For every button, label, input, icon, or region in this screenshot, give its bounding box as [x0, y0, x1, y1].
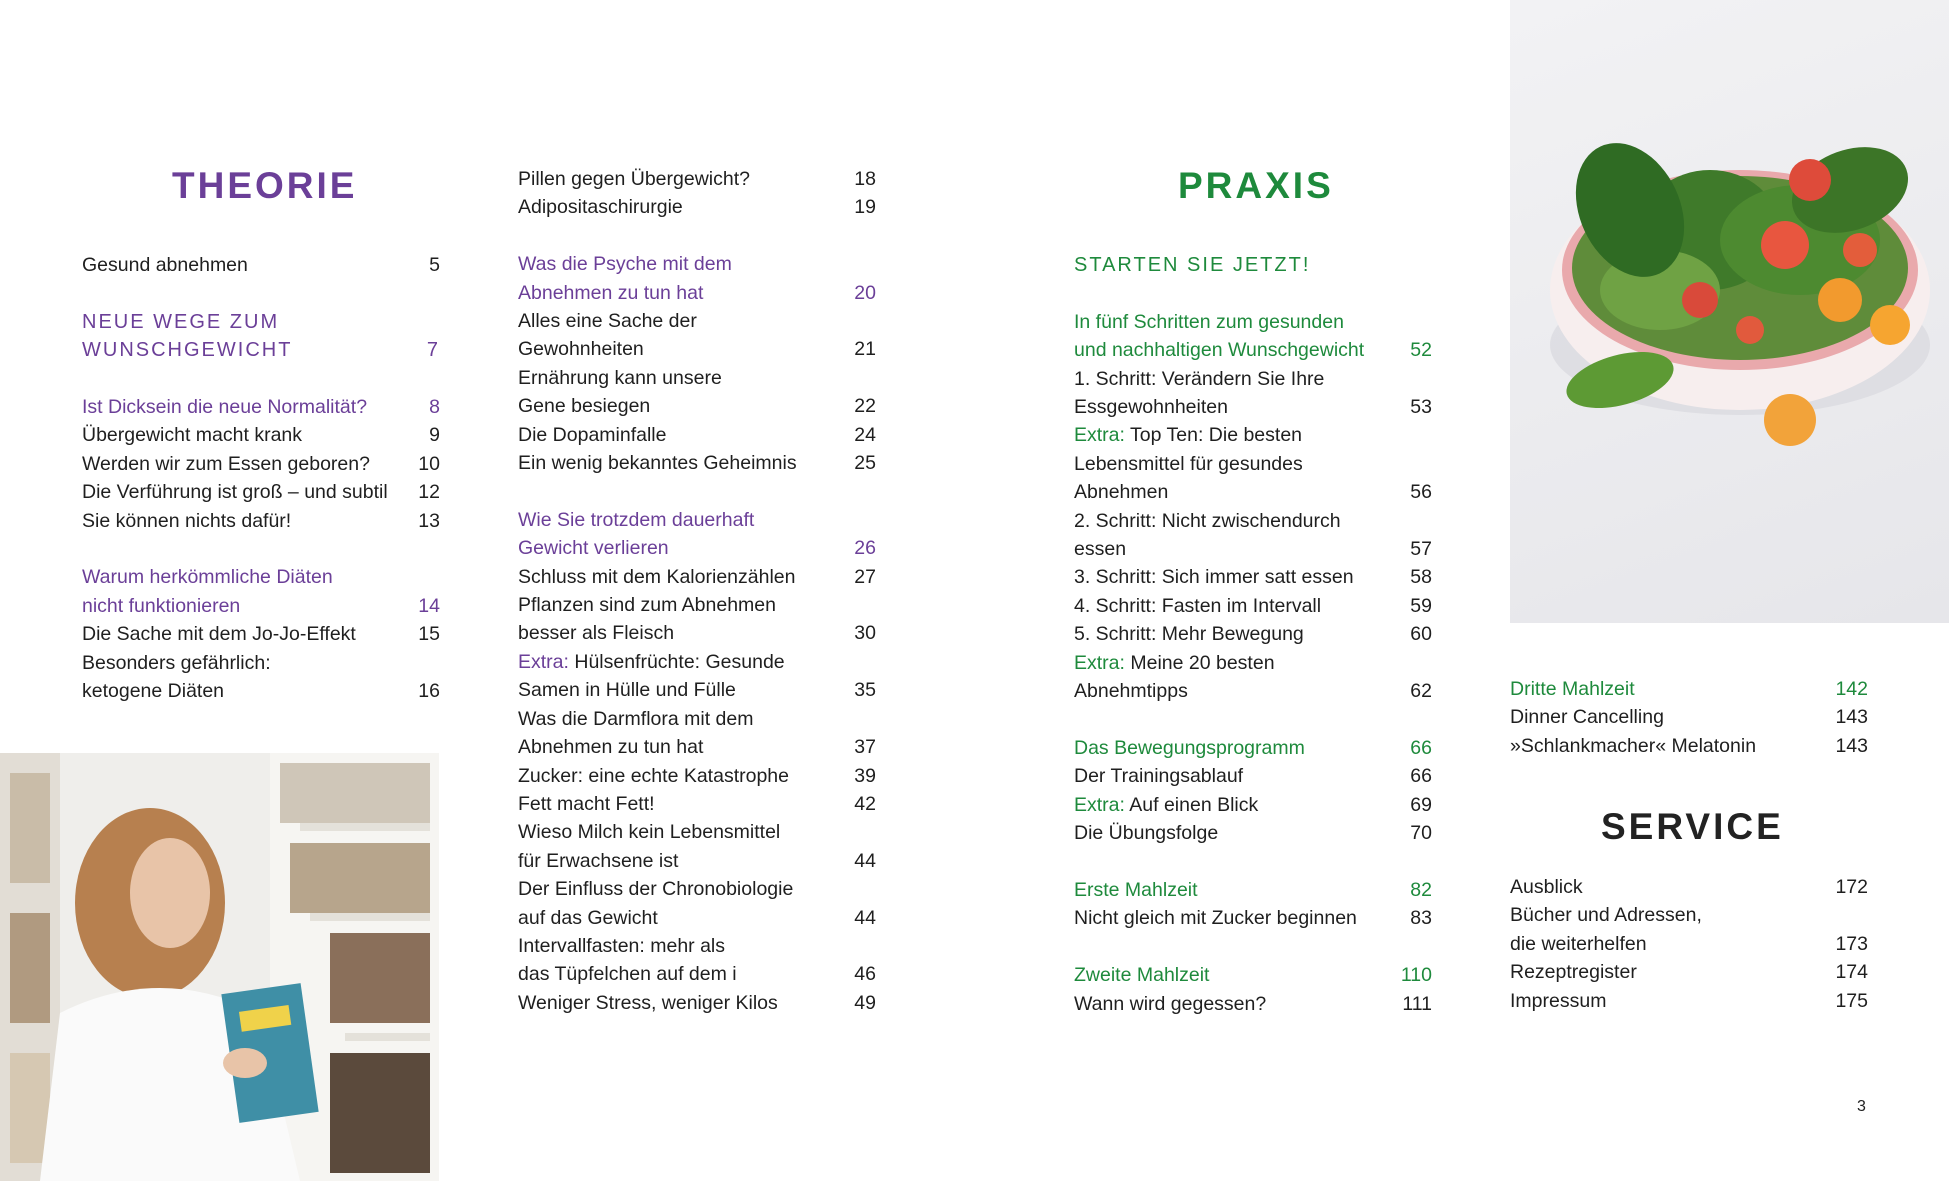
- toc-entry: auf das Gewicht 44: [518, 906, 876, 929]
- toc-entry: Rezeptregister 174: [1510, 961, 1868, 984]
- toc-entry: Essgewohnheiten 53: [1074, 396, 1432, 419]
- toc-column-2: [518, 165, 876, 1017]
- toc-column-4-meals: [1510, 675, 1868, 760]
- toc-entry: Besonders gefährlich:: [82, 651, 271, 674]
- toc-entry: Weniger Stress, weniger Kilos 49: [518, 991, 876, 1014]
- chapter-title: Ist Dicksein die neue Normalität? 8: [82, 396, 440, 418]
- toc-entry: Pflanzen sind zum Abnehmen: [518, 594, 776, 617]
- chapter-title: Warum herkömmliche Diäten: [82, 566, 333, 589]
- toc-entry: Ein wenig bekanntes Geheimnis 25: [518, 452, 876, 475]
- toc-entry: Die Übungsfolge 70: [1074, 822, 1432, 845]
- toc-entry: 3. Schritt: Sich immer satt essen 58: [1074, 566, 1432, 589]
- theorie-heading: THEORIE: [172, 165, 358, 206]
- chapter-title: Zweite Mahlzeit 110: [1074, 964, 1432, 987]
- section-title: STARTEN SIE JETZT!: [1074, 254, 1311, 276]
- toc-entry: Intervallfasten: mehr als: [518, 934, 726, 957]
- toc-entry: 5. Schritt: Mehr Bewegung 60: [1074, 623, 1432, 646]
- toc-entry: Gesund abnehmen 5: [82, 254, 440, 276]
- chapter-title: Dritte Mahlzeit 142: [1510, 678, 1868, 700]
- toc-entry: Ernährung kann unsere: [518, 366, 722, 389]
- toc-entry: Der Trainingsablauf 66: [1074, 765, 1432, 788]
- toc-entry: Werden wir zum Essen geboren? 10: [82, 452, 440, 475]
- toc-entry: Schluss mit dem Kalorienzählen 27: [518, 565, 876, 588]
- toc-entry: das Tüpfelchen auf dem i 46: [518, 963, 876, 986]
- toc-entry: 1. Schritt: Verändern Sie Ihre: [1074, 367, 1325, 390]
- toc-column-3: [1074, 251, 1432, 1018]
- salad-bowl-photo: [1510, 0, 1949, 623]
- toc-entry: Die Sache mit dem Jo-Jo-Effekt 15: [82, 623, 440, 646]
- toc-column-4-service: [1510, 873, 1868, 1015]
- toc-entry: Extra: Top Ten: Die besten: [1074, 424, 1303, 447]
- toc-entry: Dinner Cancelling 143: [1510, 706, 1868, 729]
- toc-column-1: [82, 251, 440, 705]
- toc-entry: Ausblick 172: [1510, 876, 1868, 898]
- toc-entry: 2. Schritt: Nicht zwischendurch: [1074, 509, 1341, 532]
- service-heading: SERVICE: [1601, 806, 1784, 847]
- toc-entry: Wann wird gegessen? 111: [1074, 992, 1432, 1015]
- toc-entry: Samen in Hülle und Fülle 35: [518, 679, 876, 702]
- toc-entry: Übergewicht macht krank 9: [82, 424, 440, 447]
- chapter-title: Abnehmen zu tun hat 20: [518, 281, 876, 304]
- toc-entry: Lebensmittel für gesundes: [1074, 452, 1303, 475]
- toc-entry: für Erwachsene ist 44: [518, 849, 876, 872]
- toc-entry: 4. Schritt: Fasten im Intervall 59: [1074, 594, 1432, 617]
- section-title: WUNSCHGEWICHT 7: [82, 339, 440, 362]
- chapter-title: Wie Sie trotzdem dauerhaft: [518, 508, 755, 531]
- toc-entry: Die Dopaminfalle 24: [518, 423, 876, 446]
- praxis-heading: PRAXIS: [1178, 165, 1334, 206]
- toc-entry: Impressum 175: [1510, 989, 1868, 1012]
- toc-entry: essen 57: [1074, 538, 1432, 561]
- chapter-title: Was die Psyche mit dem: [518, 253, 732, 276]
- toc-entry: Alles eine Sache der: [518, 310, 697, 333]
- salad-illustration: [1510, 0, 1949, 623]
- toc-entry: Extra: Hülsenfrüchte: Gesunde: [518, 650, 785, 673]
- toc-entry: Extra: Meine 20 besten: [1074, 651, 1275, 674]
- chapter-title: Gewicht verlieren 26: [518, 537, 876, 560]
- toc-entry: die weiterhelfen 173: [1510, 932, 1868, 955]
- chapter-title: In fünf Schritten zum gesunden: [1074, 310, 1344, 333]
- toc-entry: Fett macht Fett! 42: [518, 792, 876, 815]
- chapter-title: nicht funktionieren 14: [82, 594, 440, 617]
- toc-entry: Gene besiegen 22: [518, 395, 876, 418]
- chapter-title: Erste Mahlzeit 82: [1074, 878, 1432, 901]
- toc-entry: ketogene Diäten 16: [82, 680, 440, 703]
- toc-entry: Zucker: eine echte Katastrophe 39: [518, 764, 876, 787]
- toc-entry: Bücher und Adressen,: [1510, 904, 1702, 927]
- toc-entry: Die Verführung ist groß – und subtil 12: [82, 481, 440, 504]
- woman-with-book-photo: [0, 753, 439, 1181]
- chapter-title: Das Bewegungsprogramm 66: [1074, 736, 1432, 759]
- toc-entry: Adipositaschirurgie 19: [518, 196, 876, 219]
- toc-entry: Abnehmen 56: [1074, 481, 1432, 504]
- toc-entry: Wieso Milch kein Lebensmittel: [518, 821, 781, 844]
- toc-entry: Abnehmtipps 62: [1074, 680, 1432, 703]
- toc-entry: Abnehmen zu tun hat 37: [518, 736, 876, 759]
- toc-entry: Pillen gegen Übergewicht? 18: [518, 168, 876, 190]
- chapter-title: und nachhaltigen Wunschgewicht 52: [1074, 339, 1432, 362]
- toc-entry: Der Einfluss der Chronobiologie: [518, 878, 794, 901]
- toc-entry: Extra: Auf einen Blick 69: [1074, 793, 1432, 816]
- bookshelf-illustration: [0, 753, 439, 1181]
- toc-entry: Gewohnheiten 21: [518, 338, 876, 361]
- toc-entry: Sie können nichts dafür! 13: [82, 509, 440, 532]
- page-number: 3: [1857, 1098, 1866, 1115]
- toc-entry: »Schlankmacher« Melatonin 143: [1510, 734, 1868, 757]
- toc-entry: Nicht gleich mit Zucker beginnen 83: [1074, 907, 1432, 930]
- toc-entry: Was die Darmflora mit dem: [518, 707, 754, 730]
- toc-entry: besser als Fleisch 30: [518, 622, 876, 645]
- section-title: NEUE WEGE ZUM: [82, 310, 280, 333]
